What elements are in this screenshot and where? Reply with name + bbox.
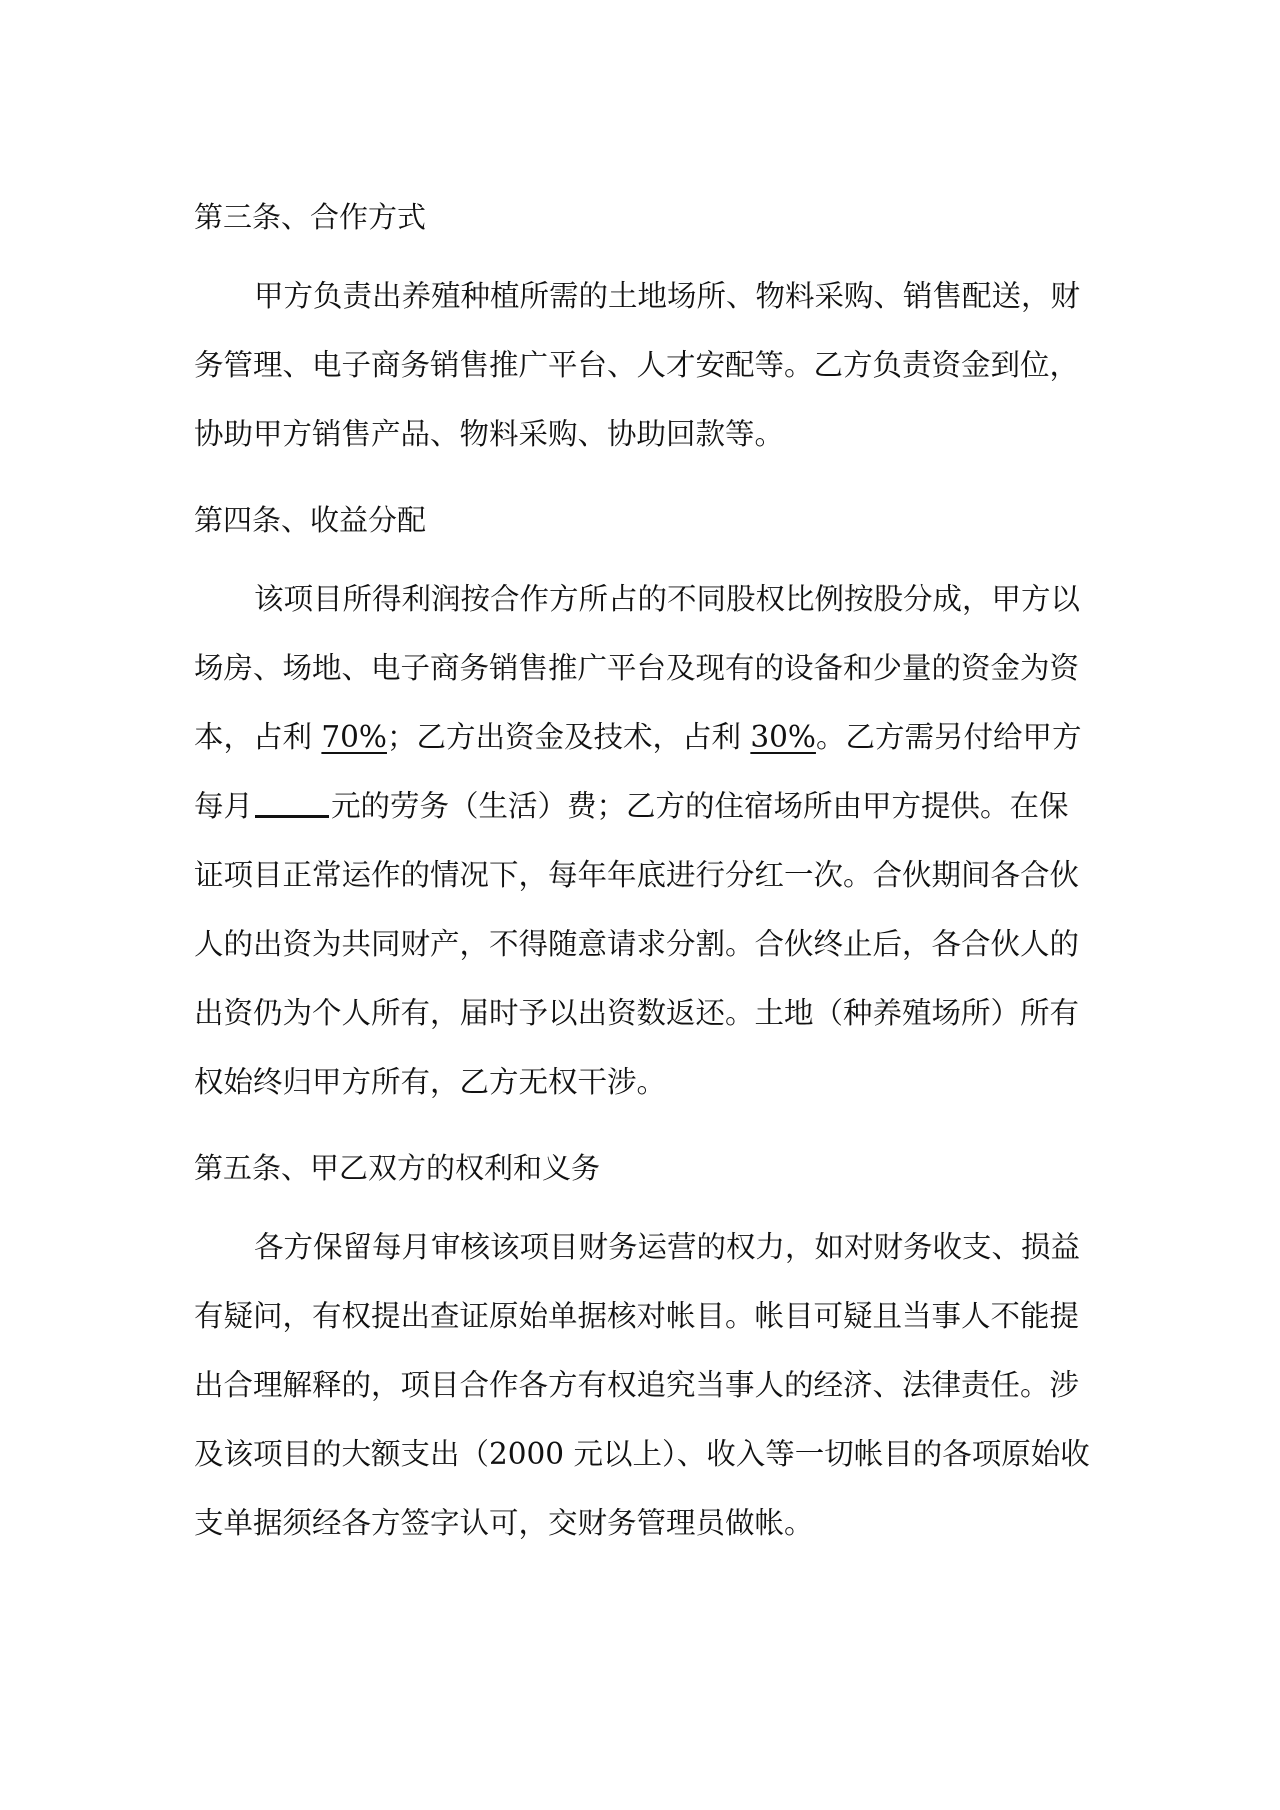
paragraph-line: 出合理解释的，项目合作各方有权追究当事人的经济、法律责任。涉 [194, 1368, 1080, 1402]
paragraph-line: 各方保留每月审核该项目财务运营的权力，如对财务收支、损益 [254, 1230, 1081, 1264]
document-body [194, 193, 1094, 1558]
section-article-4 [194, 496, 1094, 1117]
paragraph-line: 及该项目的大额支出（2000 元以上）、收入等一切帐目的各项原始收 [194, 1437, 1090, 1471]
paragraph-line: 甲方负责出养殖种植所需的土地场所、物料采购、销售配送，财 [254, 279, 1081, 313]
section-heading: 第四条、收益分配 [194, 503, 427, 537]
text-fragment: 每月 [194, 789, 254, 823]
paragraph [194, 262, 1094, 469]
paragraph-line: 人的出资为共同财产，不得随意请求分割。合伙终止后，各合伙人的 [194, 927, 1080, 961]
share-percent-party-a: 70% [321, 720, 387, 754]
share-percent-party-b: 30% [750, 720, 816, 754]
paragraph-line: 场房、场地、电子商务销售推广平台及现有的设备和少量的资金为资 [194, 651, 1080, 685]
fill-in-blank [255, 787, 329, 818]
paragraph-line: 支单据须经各方签字认可，交财务管理员做帐。 [194, 1506, 814, 1540]
paragraph-line: 务管理、电子商务销售推广平台、人才安配等。乙方负责资金到位， [194, 348, 1080, 382]
section-heading: 第三条、合作方式 [194, 200, 427, 234]
paragraph-line: 证项目正常运作的情况下，每年年底进行分红一次。合伙期间各合伙 [194, 858, 1080, 892]
paragraph [194, 1213, 1094, 1558]
paragraph-line [194, 703, 1094, 772]
section-heading: 第五条、甲乙双方的权利和义务 [194, 1151, 601, 1185]
section-article-3 [194, 193, 1094, 469]
section-gap [194, 1117, 1094, 1144]
text-fragment: 。乙方需另付给甲方 [815, 720, 1082, 754]
section-gap [194, 469, 1094, 496]
text-fragment: ；乙方出资金及技术，占利 [386, 720, 751, 754]
text-fragment: 本，占利 [194, 720, 322, 754]
text-fragment: 元的劳务（生活）费；乙方的住宿场所由甲方提供。在保 [331, 789, 1069, 823]
paragraph [194, 565, 1094, 1117]
section-article-5 [194, 1144, 1094, 1558]
paragraph-line: 有疑问，有权提出查证原始单据核对帐目。帐目可疑且当事人不能提 [194, 1299, 1080, 1333]
paragraph-line: 协助甲方销售产品、物料采购、协助回款等。 [194, 417, 785, 451]
paragraph-line: 该项目所得利润按合作方所占的不同股权比例按股分成，甲方以 [254, 582, 1081, 616]
paragraph-line [194, 772, 1094, 841]
paragraph-line: 权始终归甲方所有，乙方无权干涉。 [194, 1065, 667, 1099]
paragraph-line: 出资仍为个人所有，届时予以出资数返还。土地（种养殖场所）所有 [194, 996, 1080, 1030]
